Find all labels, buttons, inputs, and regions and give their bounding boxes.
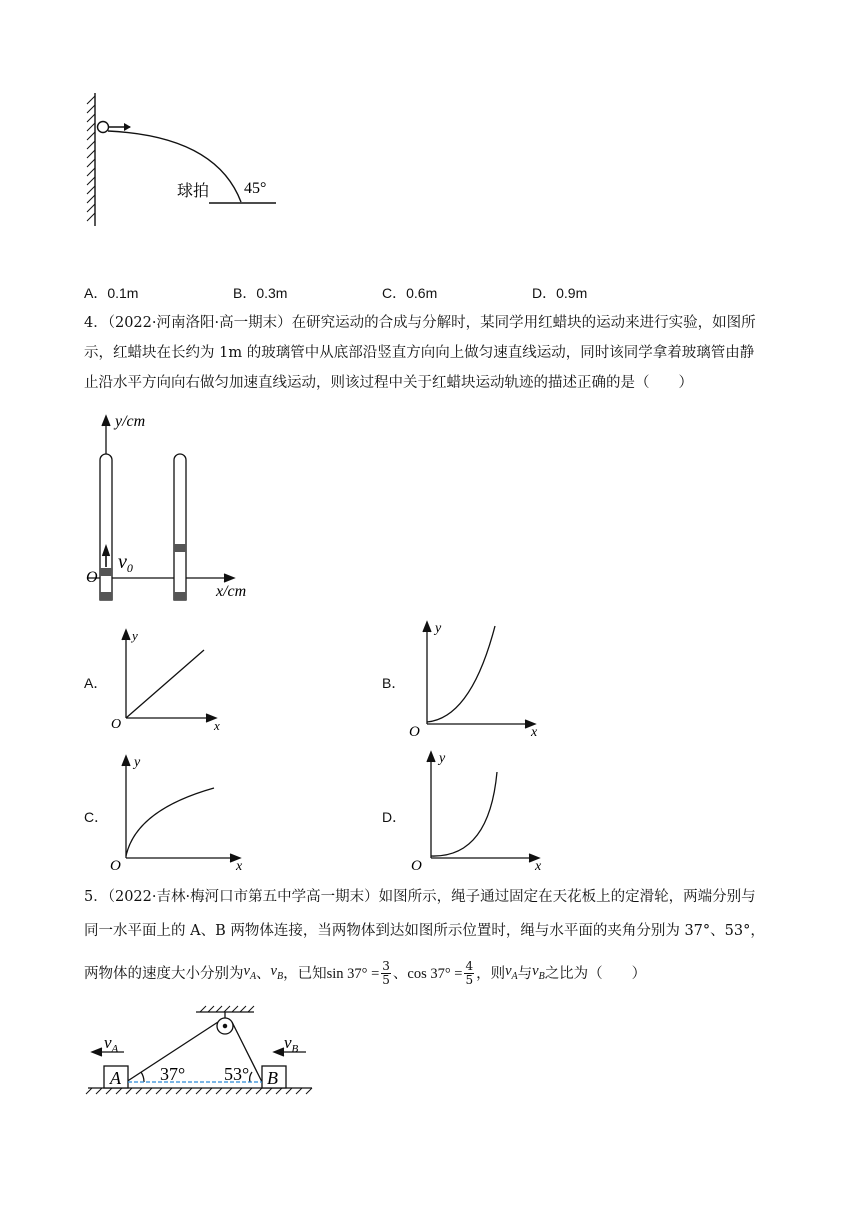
svg-text:y: y: [132, 628, 138, 643]
q3-option-d: D．0.9m: [532, 285, 588, 301]
q5-label-vb: $v_B$: [284, 1033, 299, 1055]
svg-text:O: O: [110, 858, 121, 874]
q3-option-c: C．0.6m: [382, 285, 438, 301]
svg-text:y: y: [435, 621, 442, 636]
svg-text:x: x: [531, 725, 538, 740]
trajectory: [108, 131, 241, 202]
q5-stem-line1: 5．（2022·吉林·梅河口市第五中学高一期末）如图所示，绳子通过固定在天花板上的定滑轮，两端分别与: [84, 889, 756, 905]
q4-option-a-letter: A．: [84, 675, 108, 691]
svg-text:O: O: [409, 724, 420, 740]
svg-text:x: x: [214, 718, 220, 732]
q5-label-angle-37: 37°: [160, 1064, 186, 1084]
q3-option-a: A．0.1m: [84, 285, 139, 301]
svg-text:x: x: [535, 859, 542, 874]
q5-stem-line3: 两物体的速度大小分别为 $v_A$ 、 $v_B$ ，已知 sin 37° = $\frac{3}{5}$ 、 cos 37° = $\frac{4}{5}$ ，则 $v_A$ 与 $v_B$ 之比为（ ）: [84, 959, 647, 988]
ball: [98, 122, 109, 133]
q4-label-x: x/cm: [216, 583, 247, 600]
q4-stem-line3: 止沿水平方向向右做匀加速直线运动，则该过程中关于红蜡块运动轨迹的描述正确的是（ ）: [84, 375, 693, 391]
q5-label-block-b: B: [267, 1068, 278, 1088]
q3-option-b: B．0.3m: [233, 285, 288, 301]
label-angle-45: 45°: [244, 180, 267, 197]
label-racket: 球拍: [177, 181, 210, 200]
q4-stem-line1: 4．（2022·河南洛阳·高一期末）在研究运动的合成与分解时，某同学用红蜡块的运动来进行实验，如图所: [84, 315, 756, 331]
svg-text:y: y: [439, 751, 446, 766]
q4-option-b-letter: B．: [382, 675, 406, 691]
svg-text:O: O: [111, 717, 122, 732]
q4-stem-line2: 示，红蜡块在长约为 1m 的玻璃管中从底部沿竖直方向向上做匀速直线运动，同时该同学拿着玻璃管由静: [84, 345, 755, 361]
svg-text:O: O: [411, 858, 422, 874]
q4-figure-tubes: [78, 410, 268, 610]
q4-option-d-letter: D．: [382, 809, 407, 825]
q5-label-angle-53: 53°: [224, 1064, 250, 1084]
q4-label-origin: O: [86, 569, 98, 586]
q4-option-a-graph: [106, 624, 231, 732]
q4-label-y: y/cm: [115, 413, 146, 430]
q4-option-b-graph: [403, 616, 548, 740]
q5-figure: [84, 1004, 324, 1096]
svg-text:y: y: [134, 755, 141, 770]
q4-option-c-graph: [106, 750, 251, 874]
svg-text:x: x: [236, 859, 243, 874]
q4-option-d-graph: [403, 746, 548, 874]
q4-option-c-letter: C．: [84, 809, 109, 825]
q5-label-block-a: A: [110, 1068, 121, 1088]
q4-label-v0: $v_0$: [118, 551, 133, 575]
q3-figure: [76, 88, 296, 233]
q5-stem-line2: 同一水平面上的 A、B 两物体连接，当两物体到达如图所示位置时，绳与水平面的夹角分别为 37°、53°，: [84, 923, 765, 939]
q5-label-va: $v_A$: [104, 1033, 119, 1055]
